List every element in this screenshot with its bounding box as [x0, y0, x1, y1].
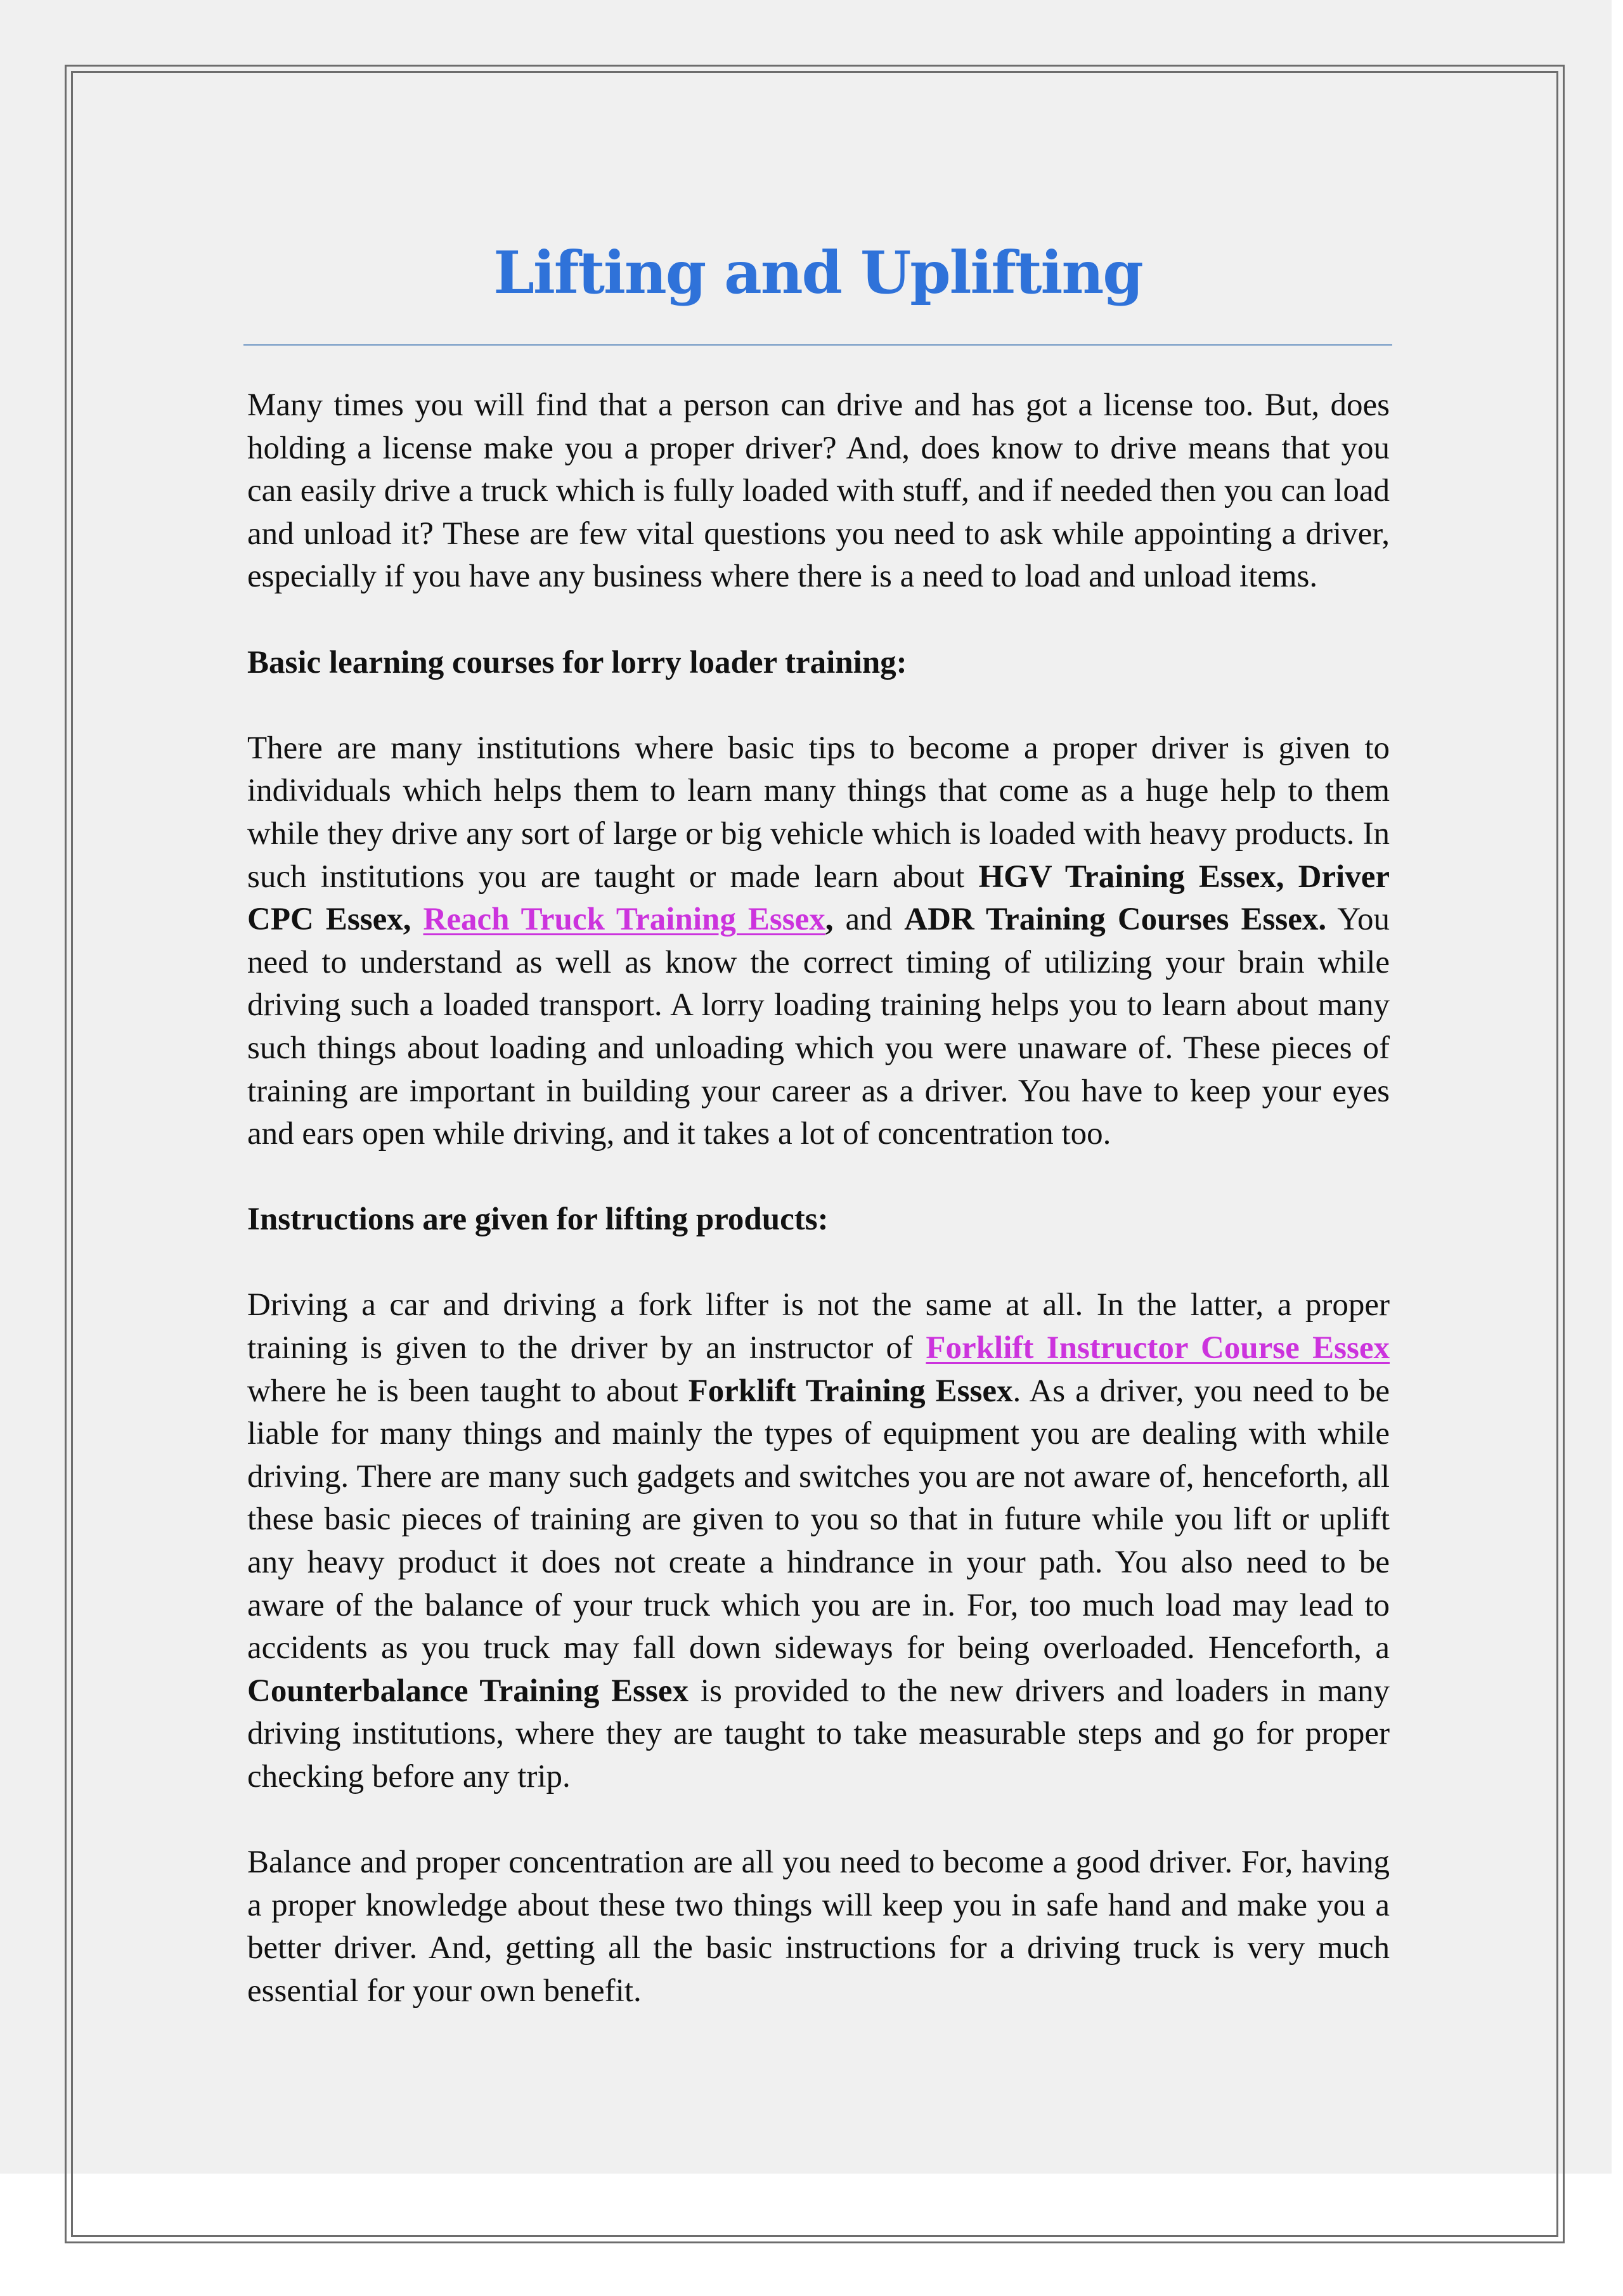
bold-keyword-counterbalance-training: Counterbalance Training Essex	[247, 1673, 689, 1709]
document-body	[247, 384, 1390, 2056]
conclusion-paragraph: Balance and proper concentration are all you need to become a good driver. For, having a proper knowledge about these two things will keep you in safe hand and make you a better driver. And, getting all the basic instructions for a driving truck is very much essential for your own benefit.	[247, 1845, 1390, 2009]
bold-keyword-adr-training: ADR Training Courses Essex.	[904, 902, 1327, 938]
document-title: Lifting and Uplifting	[493, 238, 1142, 307]
paragraph-text: and	[833, 902, 905, 938]
bold-comma: ,	[825, 902, 834, 938]
section-heading-lifting-products: Instructions are given for lifting products:	[247, 1202, 829, 1238]
paragraph-text: You need to understand as well as know the correct timing of utilizing your brain while driving such a loaded transport. A lorry loading training helps you to learn about many such things about loading and unloading which you were unaware of. These pieces of training are important in building your career as a driver. You have to keep your eyes and ears open while driving, and it takes a lot of concentration too.	[247, 902, 1390, 1152]
bold-keyword-hgv-driver-cpc: HGV Training Essex, Driver CPC Essex,	[247, 859, 1390, 938]
reach-truck-training-link[interactable]: Reach Truck Training Essex	[423, 902, 825, 938]
lorry-loader-paragraph	[247, 727, 1390, 1156]
paragraph-text: where he is been taught to about	[247, 1373, 689, 1409]
lifting-products-paragraph	[247, 1284, 1390, 1798]
paragraph-text: There are many institutions where basic tips to become a proper driver is given to individuals which helps them to learn many things that come as a huge help to them while they drive any sort of large or big vehicle which is loaded with heavy products. In such institutions you are taught or made learn about	[247, 730, 1390, 895]
title-divider	[243, 344, 1392, 346]
forklift-instructor-course-link[interactable]: Forklift Instructor Course Essex	[926, 1330, 1390, 1366]
bold-keyword-forklift-training: Forklift Training Essex	[688, 1373, 1013, 1409]
intro-paragraph: Many times you will find that a person can drive and has got a license too. But, does holding a license make you a proper driver? And, does know to drive means that you can easily drive a truck which is fully loaded with stuff, and if needed then you can load and unload it? These are few vital questions you need to ask while appointing a driver, especially if you have any business where there is a need to load and unload items.	[247, 387, 1390, 595]
paragraph-text: Driving a car and driving a fork lifter is not the same at all. In the latter, a proper training is given to the driver by an instructor of	[247, 1287, 1390, 1366]
paragraph-text: . As a driver, you need to be liable for many things and mainly the types of equipment you are dealing with while driving. There are many such gadgets and switches you are not aware of, henceforth, all these basic pieces of training are given to you so that in future while you lift or uplift any heavy product it does not create a hindrance in your path. You also need to be aware of the balance of your truck which you are in. For, too much load may lead to accidents as you truck may fall down sideways for being overloaded. Henceforth, a	[247, 1373, 1390, 1666]
section-heading-lorry-loader: Basic learning courses for lorry loader training:	[247, 644, 907, 680]
paragraph-text: is provided to the new drivers and loaders in many driving institutions, where they are taught to take measurable steps and go for proper checking before any trip.	[247, 1673, 1390, 1794]
